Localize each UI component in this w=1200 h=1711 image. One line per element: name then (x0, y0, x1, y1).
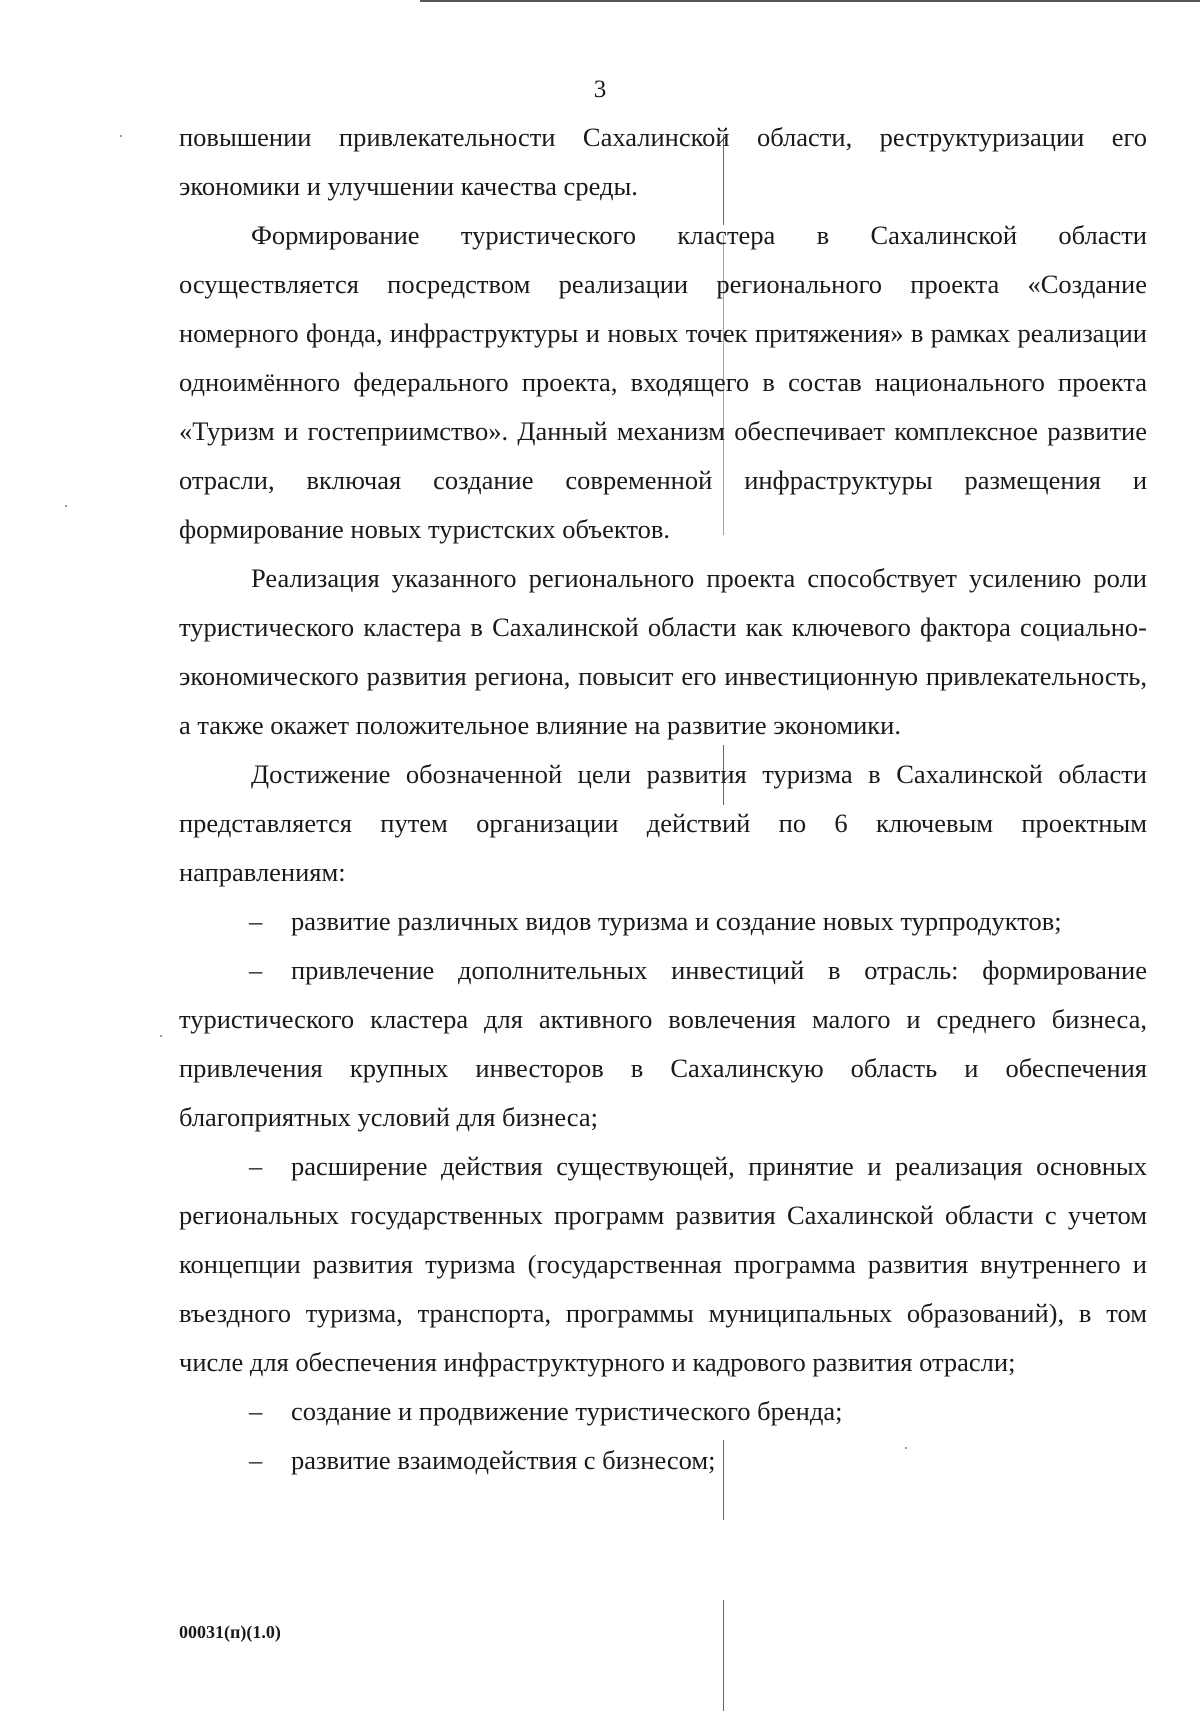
list-item (179, 1387, 1147, 1436)
list-item (179, 1142, 1147, 1387)
paragraph: Реализация указанного регионального проекта способствует усилению роли туристического кластера в Сахалинской области как ключевого фактора социально-экономического развития региона, повысит его инвестиционную привлекательность, а также окажет положительное влияние на развитие экономики. (179, 563, 1147, 740)
list-marker: – (249, 955, 263, 985)
body-text (179, 113, 1147, 1485)
scan-speck (65, 505, 67, 507)
list-item (179, 897, 1147, 946)
list-marker: – (249, 1396, 263, 1426)
scan-artifact-line (723, 1600, 724, 1711)
list-marker: – (249, 1445, 263, 1475)
list-item-text: привлечение дополнительных инвестиций в отрасль: формирование туристического кластера для активного вовлечения малого и среднего бизнеса, привлечения крупных инвесторов в Сахалинскую область и обеспечения благоприятных условий для бизнеса; (179, 955, 1147, 1132)
page-number: 3 (593, 76, 607, 103)
footer-form-code: 00031(п)(1.0) (179, 1622, 281, 1642)
list-marker: – (249, 1151, 263, 1181)
scan-speck (160, 1035, 162, 1037)
paragraph: Достижение обозначенной цели развития туризма в Сахалинской области представляется путем организации действий по 6 ключевым проектным направлениям: (179, 759, 1147, 887)
list-item-text: развитие взаимодействия с бизнесом; (291, 1445, 716, 1475)
list-item-text: развитие различных видов туризма и создание новых турпродуктов; (291, 906, 1062, 936)
paragraph: Формирование туристического кластера в Сахалинской области осуществляется посредством реализации регионального проекта «Создание номерного фонда, инфраструктуры и новых точек притяжения» в рамках реализации одноимённого федерального проекта, входящего в состав национального проекта «Туризм и гостеприимство». Данный механизм обеспечивает комплексное развитие отрасли, включая создание современной инфраструктуры размещения и формирование новых туристских объектов. (179, 220, 1147, 544)
list-item (179, 1436, 1147, 1485)
list-item-text: расширение действия существующей, принятие и реализация основных региональных государственных программ развития Сахалинской области с учетом концепции развития туризма (государственная программа развития внутреннего и въездного туризма, транспорта, программы муниципальных образований), в том числе для обеспечения инфраструктурного и кадрового развития отрасли; (179, 1151, 1147, 1377)
list-item-text: создание и продвижение туристического бренда; (291, 1396, 843, 1426)
list-marker: – (249, 906, 263, 936)
scan-top-edge (420, 0, 1200, 2)
scan-speck (120, 135, 122, 137)
list-item (179, 946, 1147, 1142)
paragraph: повышении привлекательности Сахалинской области, реструктуризации его экономики и улучшении качества среды. (179, 122, 1147, 201)
